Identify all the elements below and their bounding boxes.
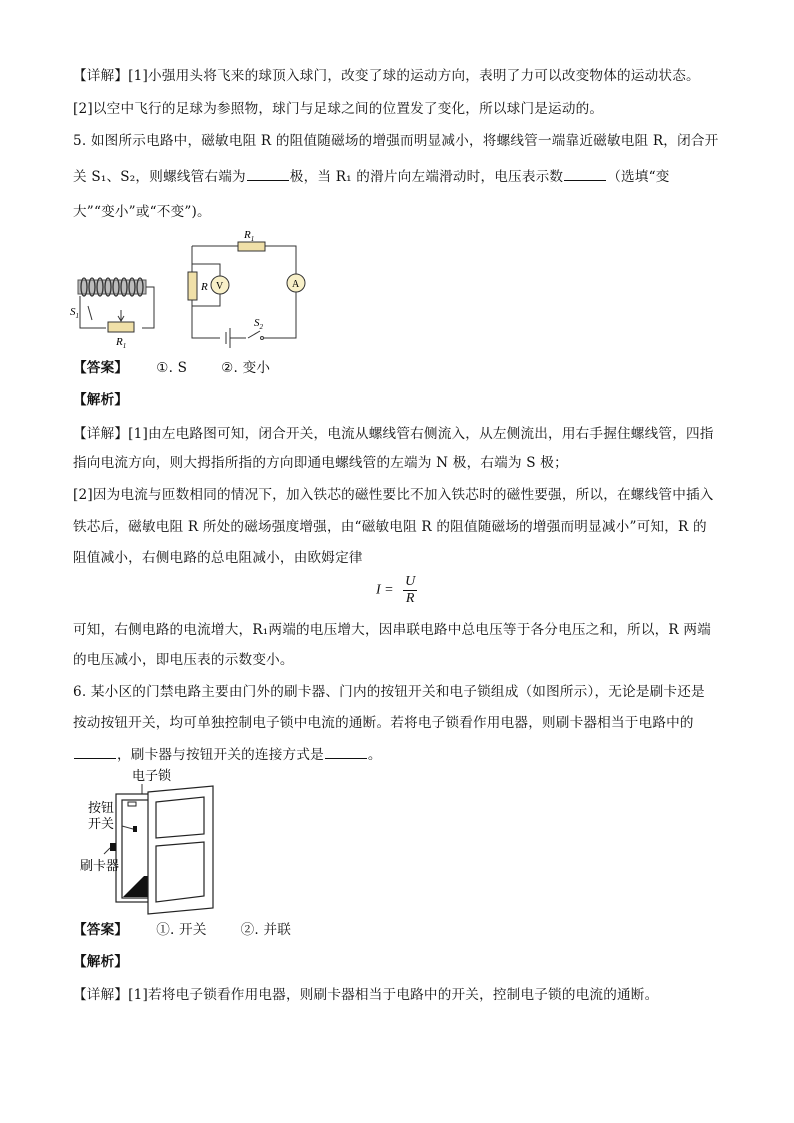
text-line: 【详解】[1]小强用头将飞来的球顶入球门，改变了球的运动方向，表明了力可以改变物体的运动状态。 — [73, 68, 700, 84]
resistor-r — [188, 272, 197, 300]
answer-tag: 【答案】 — [73, 360, 129, 376]
label-s2: $S_2$ — [254, 317, 263, 331]
question-6-stem-3 — [73, 744, 382, 764]
answer-item: ②. 并联 — [240, 922, 292, 938]
analysis-tag: 【解析】 — [73, 954, 129, 970]
answer-6 — [73, 921, 291, 939]
ammeter-label: A — [292, 279, 300, 290]
answer-blank[interactable] — [247, 166, 289, 181]
voltmeter-label: V — [216, 281, 224, 292]
label-s1: $S_1$ — [70, 306, 79, 320]
analysis-tag: 【解析】 — [73, 392, 129, 408]
door-access-diagram — [78, 766, 228, 916]
question-5-stem: 5. 如图所示电路中，磁敏电阻 R 的阻值随磁场的增强而明显减小，将螺线管一端靠近磁敏电阻 R，闭合开 — [73, 133, 719, 149]
formula-numerator: U — [405, 574, 416, 589]
question-5-stem-3: 大”“变小”或“不变”)。 — [73, 204, 211, 220]
resistor-r1 — [238, 242, 265, 251]
answer-tag: 【答案】 — [73, 922, 129, 938]
label-switch: 开关 — [88, 816, 115, 831]
text-segment: 关 S₁、S₂，则螺线管右端为 — [73, 169, 246, 185]
ohms-law-formula — [376, 574, 417, 607]
answer-blank[interactable] — [325, 744, 367, 759]
label-electronic-lock: 电子锁 — [132, 768, 172, 783]
label-r: R — [201, 281, 208, 293]
open-door-leaf — [148, 786, 213, 914]
rheostat-slider-arrow — [118, 310, 124, 321]
text-line: 可知，右侧电路的电流增大，R₁两端的电压增大，因串联电路中总电压等于各分电压之和，所以，R 两端 — [73, 622, 711, 638]
text-line: [2]因为电流与匝数相同的情况下，加入铁芯的磁性要比不加入铁芯时的磁性要强，所以，在螺线管中插入 — [73, 487, 714, 503]
switch-s2-contact — [261, 337, 264, 340]
answer-item: ①. 开关 — [156, 922, 207, 938]
right-circuit-wires — [192, 246, 296, 348]
text-segment: ，刷卡器与按钮开关的连接方式是 — [117, 747, 324, 763]
answer-blank[interactable] — [564, 166, 606, 181]
text-segment: （选填“变 — [607, 169, 670, 185]
text-line: 【详解】[1]若将电子锁看作用电器，则刷卡器相当于电路中的开关，控制电子锁的电流的通断。 — [73, 987, 659, 1003]
pointer-line — [104, 848, 110, 854]
text-line: 指向电流方向，则大拇指所指的方向即通电螺线管的左端为 N 极，右端为 S 极； — [73, 455, 568, 471]
text-line: 铁芯后，磁敏电阻 R 所处的磁场强度增强，由“磁敏电阻 R 的阻值随磁场的增强而明显减小”可知，R 的 — [73, 519, 707, 535]
text-line: 【详解】[1]由左电路图可知，闭合开关，电流从螺线管右侧流入，从左侧流出，用右手握住螺线管，四指 — [73, 426, 714, 442]
question-6-stem: 6. 某小区的门禁电路主要由门外的刷卡器、门内的按钮开关和电子锁组成（如图所示），无论是刷卡还是 — [73, 684, 705, 700]
pointer-line — [122, 826, 133, 829]
text-line: 的电压减小，即电压表的示数变小。 — [73, 652, 294, 668]
circuit-diagram — [70, 228, 330, 348]
text-line: 阻值减小，右侧电路的总电阻减小，由欧姆定律 — [73, 550, 363, 566]
answer-5 — [73, 359, 270, 377]
formula-denominator: R — [405, 591, 415, 606]
label-card-reader: 刷卡器 — [80, 858, 120, 873]
text-line: [2]以空中飞行的足球为参照物，球门与足球之间的位置发了变化，所以球门是运动的。 — [73, 101, 604, 117]
label-r1-top: $R_1$ — [244, 229, 255, 243]
answer-blank[interactable] — [74, 744, 116, 759]
answer-item: ②. 变小 — [221, 360, 271, 376]
card-reader — [110, 843, 116, 851]
text-segment: 极，当 R₁ 的滑片向左端滑动时，电压表示数 — [289, 169, 564, 185]
button-switch — [133, 826, 137, 832]
rheostat-r1 — [108, 322, 134, 332]
lock-box — [128, 802, 136, 806]
label-r1-left: $R_1$ — [116, 336, 127, 348]
question-5-stem-2 — [73, 166, 670, 186]
label-button: 按钮 — [88, 800, 115, 815]
answer-item: ①. S — [156, 360, 188, 376]
solenoid — [78, 278, 146, 296]
formula-lhs: I = — [376, 582, 394, 598]
text-segment: 。 — [367, 747, 382, 763]
question-6-stem-2: 按动按钮开关，均可单独控制电子锁中电流的通断。若将电子锁看作用电器，则刷卡器相当于电路中的 — [73, 715, 694, 731]
formula-fraction — [403, 574, 417, 607]
